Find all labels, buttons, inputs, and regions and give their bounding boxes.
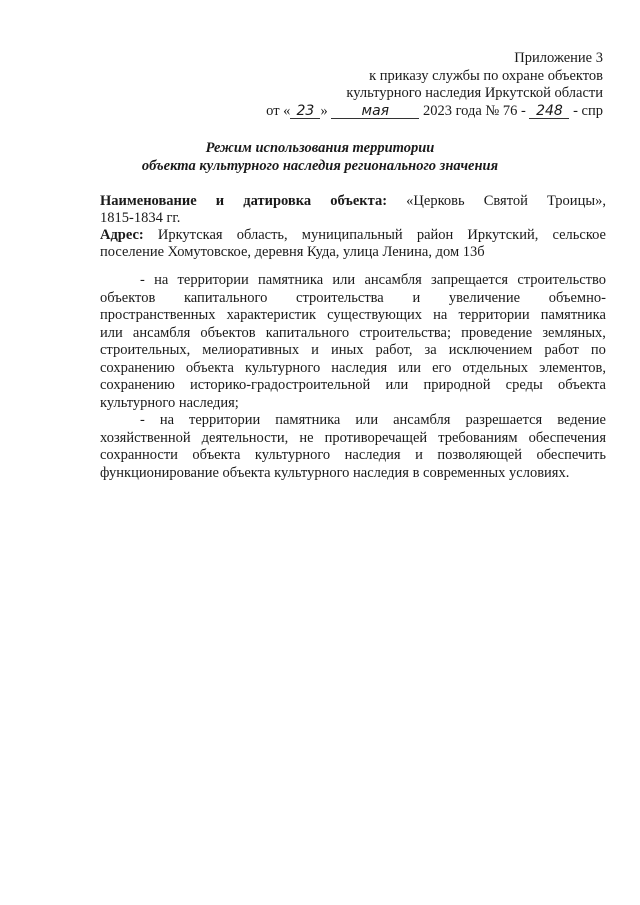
paragraph-line <box>100 360 606 378</box>
object-name-line <box>100 193 606 210</box>
paragraph-line <box>100 325 606 343</box>
paragraph-word: сохранению <box>100 377 175 393</box>
paragraph-word: наследия <box>344 447 401 463</box>
paragraph-word: на <box>154 272 169 288</box>
address-word: Иркутский, <box>467 227 539 243</box>
name-label-word: объекта: <box>330 193 388 209</box>
appendix-order-ref: к приказу службы по охране объектов <box>369 67 603 84</box>
paragraph-word: наследия <box>331 359 388 376</box>
paragraph-word: запрещается <box>431 272 509 288</box>
paragraph-word: на <box>159 412 175 428</box>
appendix-authority: культурного наследия Иркутской области <box>346 85 603 101</box>
document-title <box>0 140 640 175</box>
paragraph-word: или <box>355 412 379 428</box>
paragraph-word: работ <box>544 342 579 358</box>
paragraph-word: характеристик <box>226 307 317 323</box>
paragraph-line <box>100 412 606 430</box>
paragraph-line <box>100 395 606 413</box>
paragraph-word: объекта <box>557 377 606 393</box>
paragraph-word: или <box>100 324 123 341</box>
paragraph-word: памятника <box>258 272 324 288</box>
paragraph-word: ансамбля <box>393 412 451 428</box>
title-line-2: объекта культурного наследия регионального значения <box>141 157 499 174</box>
paragraph-line <box>100 290 606 308</box>
paragraph-word: ансамбля <box>364 272 422 288</box>
paragraph-word: строительства <box>296 289 384 306</box>
address-line-2: поселение Хомутовское, деревня Куда, улица Ленина, дом 13б <box>100 244 485 260</box>
paragraph-line <box>100 465 606 483</box>
paragraph-word: иных <box>330 342 364 358</box>
paragraph-word: природной <box>423 377 491 393</box>
paragraph-word: его <box>432 359 452 376</box>
paragraph-word: не <box>299 429 314 446</box>
paragraph-word: хозяйственной <box>100 429 191 446</box>
paragraph-word: противоречащей <box>324 429 428 446</box>
paragraph-word: и <box>412 289 421 306</box>
paragraph-word: строительных, <box>100 342 191 358</box>
address-word: Иркутская <box>157 227 223 243</box>
address-label: Адрес: <box>100 227 144 243</box>
paragraph-word: - <box>140 412 145 428</box>
paragraph-word: объекта <box>192 447 241 463</box>
paragraph-line <box>100 377 606 395</box>
paragraph-word: объекта <box>185 359 234 376</box>
paragraph-word: объектов <box>200 324 256 341</box>
paragraph-word: исключением <box>448 342 533 358</box>
paragraph-word: разрешается <box>465 412 543 428</box>
paragraph-word: ансамбля <box>132 324 191 341</box>
paragraph-word: памятника <box>540 307 606 323</box>
paragraph-word: мелиоративных <box>202 342 300 358</box>
paragraph-permissions <box>100 412 606 482</box>
paragraph-word: проведение <box>461 324 533 341</box>
paragraph-word: позволяющей <box>437 447 522 463</box>
paragraph-word: земляных, <box>542 324 606 341</box>
paragraph-word: отдельных <box>462 359 529 376</box>
address-word: муниципальный <box>301 227 403 243</box>
paragraph-word: элементов, <box>539 359 606 376</box>
appendix-header <box>223 50 603 120</box>
address-word: сельское <box>552 227 606 243</box>
date-mid: » <box>320 102 328 119</box>
paragraph-word: памятника <box>275 412 341 428</box>
regime-text <box>100 272 606 482</box>
paragraph-word: пространственных <box>100 307 216 323</box>
paragraph-line <box>100 430 606 448</box>
paragraph-word: или <box>398 359 422 376</box>
paragraph-word: и <box>415 447 423 463</box>
name-label-word: датировка <box>243 193 312 209</box>
paragraph-prohibitions <box>100 272 606 412</box>
paragraph-word: или <box>385 377 409 393</box>
paragraph-word: ведение <box>557 412 606 428</box>
paragraph-word: деятельности, <box>201 429 289 446</box>
paragraph-line <box>100 272 606 290</box>
paragraph-word: историко-градостроительной <box>190 377 371 393</box>
paragraph-word: строительства; <box>359 324 452 341</box>
paragraph-word: территории <box>458 307 530 323</box>
name-value-word: Святой <box>483 193 528 209</box>
paragraph-word: и <box>311 342 319 358</box>
address-word: область, <box>236 227 288 243</box>
paragraph-word: культурного <box>244 359 321 376</box>
appendix-date-line <box>223 103 603 121</box>
paragraph-word: территории <box>177 272 249 288</box>
handwritten-month: мая <box>331 104 419 119</box>
object-info <box>100 193 606 261</box>
paragraph-word: капитального <box>265 324 350 341</box>
paragraph-word: строительство <box>517 272 606 288</box>
handwritten-number: 248 <box>529 104 569 119</box>
date-year: 2023 года № 76 - <box>422 102 526 119</box>
paragraph-word: сохранности <box>100 447 178 463</box>
paragraph-word: существующих <box>327 307 422 323</box>
object-dates: 1815-1834 гг. <box>100 210 181 226</box>
paragraph-line <box>100 307 606 325</box>
title-line-1: Режим использования территории <box>205 140 435 156</box>
paragraph-word: объемно- <box>548 289 606 306</box>
address-line-1 <box>100 227 606 244</box>
paragraph-word: объектов <box>100 289 156 306</box>
name-label-word: Наименование <box>100 193 197 209</box>
paragraph-line <box>100 447 606 465</box>
paragraph-word: работ, <box>375 342 413 358</box>
paragraph-word: по <box>590 342 606 358</box>
appendix-number: Приложение 3 <box>514 50 603 66</box>
paragraph-word: функционирование объекта культурного наследия в современных условиях. <box>100 464 570 481</box>
handwritten-day: 23 <box>290 104 320 119</box>
date-suffix: - спр <box>573 102 603 119</box>
paragraph-word: культурного наследия; <box>100 394 239 411</box>
name-value-word: Троицы», <box>547 193 606 209</box>
paragraph-word: обеспечить <box>536 447 606 463</box>
paragraph-word: территории <box>189 412 261 428</box>
address-word: район <box>416 227 454 243</box>
paragraph-word: культурного <box>254 447 331 463</box>
name-label-word: и <box>215 193 225 209</box>
paragraph-word: на <box>433 307 448 323</box>
paragraph-word: увеличение <box>448 289 521 306</box>
paragraph-word: обеспечения <box>528 429 606 446</box>
paragraph-line <box>100 342 606 360</box>
paragraph-word: среды <box>505 377 543 393</box>
paragraph-word: - <box>140 272 145 288</box>
date-prefix: от « <box>266 102 291 119</box>
paragraph-word: капитального <box>183 289 268 306</box>
paragraph-word: сохранению <box>100 359 175 376</box>
paragraph-word: за <box>424 342 437 358</box>
paragraph-word: или <box>332 272 356 288</box>
name-value-word: «Церковь <box>406 193 465 209</box>
paragraph-word: требованиям <box>438 429 518 446</box>
